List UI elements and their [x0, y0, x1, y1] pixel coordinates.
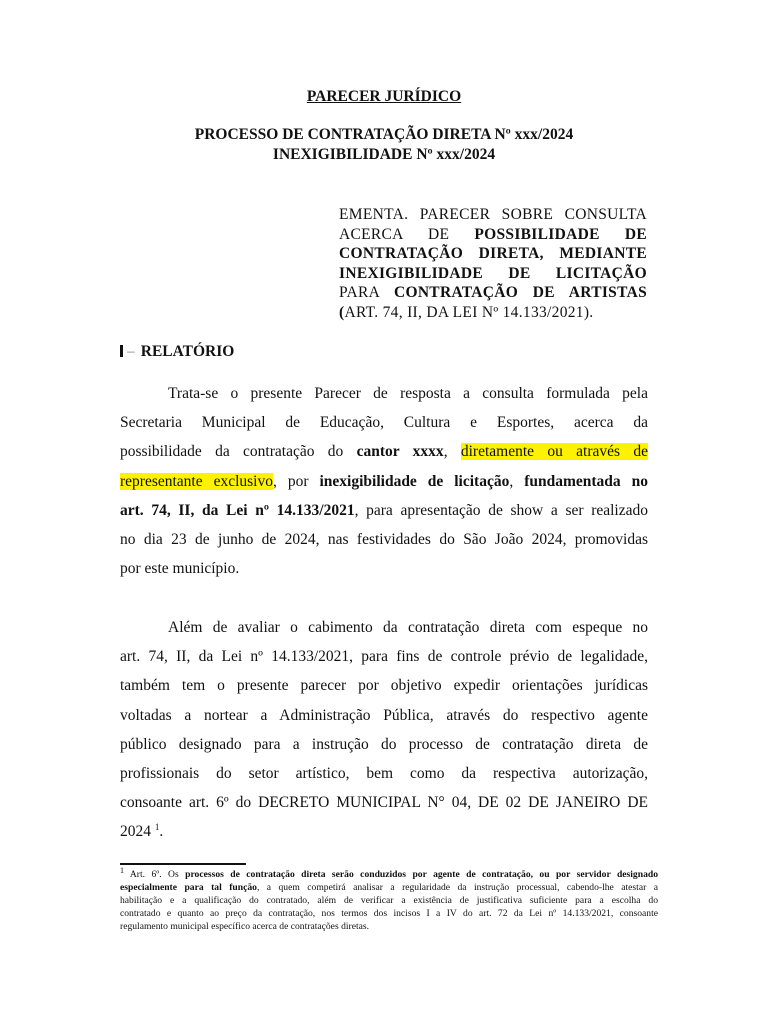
section-dash: –	[127, 343, 135, 360]
ementa-text: EMENTA. PARECER SOBRE CONSULTA	[339, 206, 647, 223]
bold-run: fundamentada no	[524, 472, 648, 490]
ementa-bold-text: INEXIGIBILIDADE DE LICITAÇÃO	[339, 264, 647, 282]
ementa-text: ART. 74, II, DA LEI Nº 14.133/2021).	[344, 303, 594, 321]
paragraph-line: art. 74, II, da Lei nº 14.133/2021, para fins de controle prévio de legalidade,	[120, 648, 648, 666]
ementa-line	[339, 283, 647, 303]
text-run: , a quem competirá analisar a regularidade da instrução processual, cabendo-lhe atestar a	[256, 882, 658, 893]
section-number-mark	[120, 345, 123, 357]
footnote	[120, 868, 658, 933]
footnote-line: habilitação e a qualificação do contratado, além de verificar a existência de justificativa suficiente para a escolha do	[120, 895, 658, 906]
ementa-text: PARA	[339, 284, 394, 301]
section-heading	[120, 343, 234, 361]
paragraph-line: Além de avaliar o cabimento da contratação direta com espeque no	[168, 619, 648, 636]
text-run: possibilidade da contratação do	[120, 443, 357, 461]
paragraph-line: também tem o presente parecer por objetivo expedir orientações jurídicas	[120, 677, 648, 695]
ementa-bold-text: CONTRATAÇÃO DE ARTISTAS	[393, 284, 647, 301]
document-title: PARECER JURÍDICO	[306, 88, 462, 105]
ementa-bold-text: (	[339, 303, 345, 321]
footnote-number: 1	[120, 866, 124, 875]
paragraph-line: no dia 23 de junho de 2024, nas festividades do São João 2024, promovidas	[120, 530, 648, 548]
footnote-line	[120, 868, 658, 881]
ementa-bold-text: CONTRATAÇÃO DIRETA, MEDIANTE	[339, 245, 647, 262]
text-run: ,	[443, 443, 461, 461]
bold-run: especialmente para tal função	[120, 882, 257, 893]
paragraph-1	[120, 379, 648, 583]
text-run: , por	[273, 472, 320, 490]
footnote-reference[interactable]: 1	[154, 822, 160, 833]
highlighted-run: diretamente ou através de	[460, 443, 648, 461]
paragraph-line: público designado para a instrução do processo de contratação direta de	[120, 735, 648, 753]
paragraph-line	[120, 817, 648, 846]
text-run: ,	[509, 472, 525, 490]
ementa-line	[339, 244, 647, 264]
paragraph-line: por este município.	[120, 560, 240, 578]
paragraph-line	[120, 437, 648, 466]
footnote-line: contratado e quanto ao preço da contratação, nos termos dos incisos I a IV do art. 72 da Lei nº 14.133/2021, consoante	[120, 908, 658, 919]
paragraph-line: Secretaria Municipal de Educação, Cultura e Esportes, acerca da	[120, 414, 648, 432]
text-run: .	[159, 823, 164, 841]
bold-run: processos de contratação direta serão conduzidos por agente de contratação, ou por servidor designado	[185, 869, 658, 880]
paragraph-line: profissionais do setor artístico, bem como da respectiva autorização,	[120, 764, 648, 782]
ementa-block	[339, 205, 647, 322]
footnote-line	[120, 881, 658, 894]
bold-run: cantor xxxx	[356, 443, 444, 461]
paragraph-line: voltadas a nortear a Administração Pública, através do respectivo agente	[120, 706, 648, 724]
text-run: , para apresentação de show a ser realizado	[354, 501, 648, 519]
ementa-line	[339, 205, 647, 225]
inexigibility-number: INEXIGIBILIDADE Nº xxx/2024	[272, 146, 496, 163]
paragraph-line: Trata-se o presente Parecer de resposta a consulta formulada pela	[168, 385, 648, 402]
ementa-line	[339, 264, 647, 284]
paragraph-line	[120, 496, 648, 525]
paragraph-line	[120, 467, 648, 496]
ementa-line	[339, 225, 647, 245]
bold-run: inexigibilidade de licitação	[319, 472, 510, 490]
text-run: Art. 6º. Os	[124, 869, 186, 880]
highlighted-run: representante exclusivo	[120, 472, 273, 490]
paragraph-line: consoante art. 6º do DECRETO MUNICIPAL N° 04, DE 02 DE JANEIRO DE	[120, 794, 648, 812]
section-heading-text: RELATÓRIO	[140, 343, 235, 360]
process-number: PROCESSO DE CONTRATAÇÃO DIRETA Nº xxx/2024	[194, 126, 574, 143]
footnote-line: regulamento municipal específico acerca de contratações diretas.	[120, 921, 370, 932]
ementa-line	[339, 303, 647, 323]
bold-run: art. 74, II, da Lei nº 14.133/2021	[120, 501, 355, 519]
ementa-text: ACERCA DE	[339, 225, 475, 243]
text-run: 2024	[120, 823, 155, 841]
paragraph-2	[120, 613, 648, 847]
footnote-separator	[120, 863, 246, 865]
ementa-bold-text: POSSIBILIDADE DE	[474, 225, 647, 243]
